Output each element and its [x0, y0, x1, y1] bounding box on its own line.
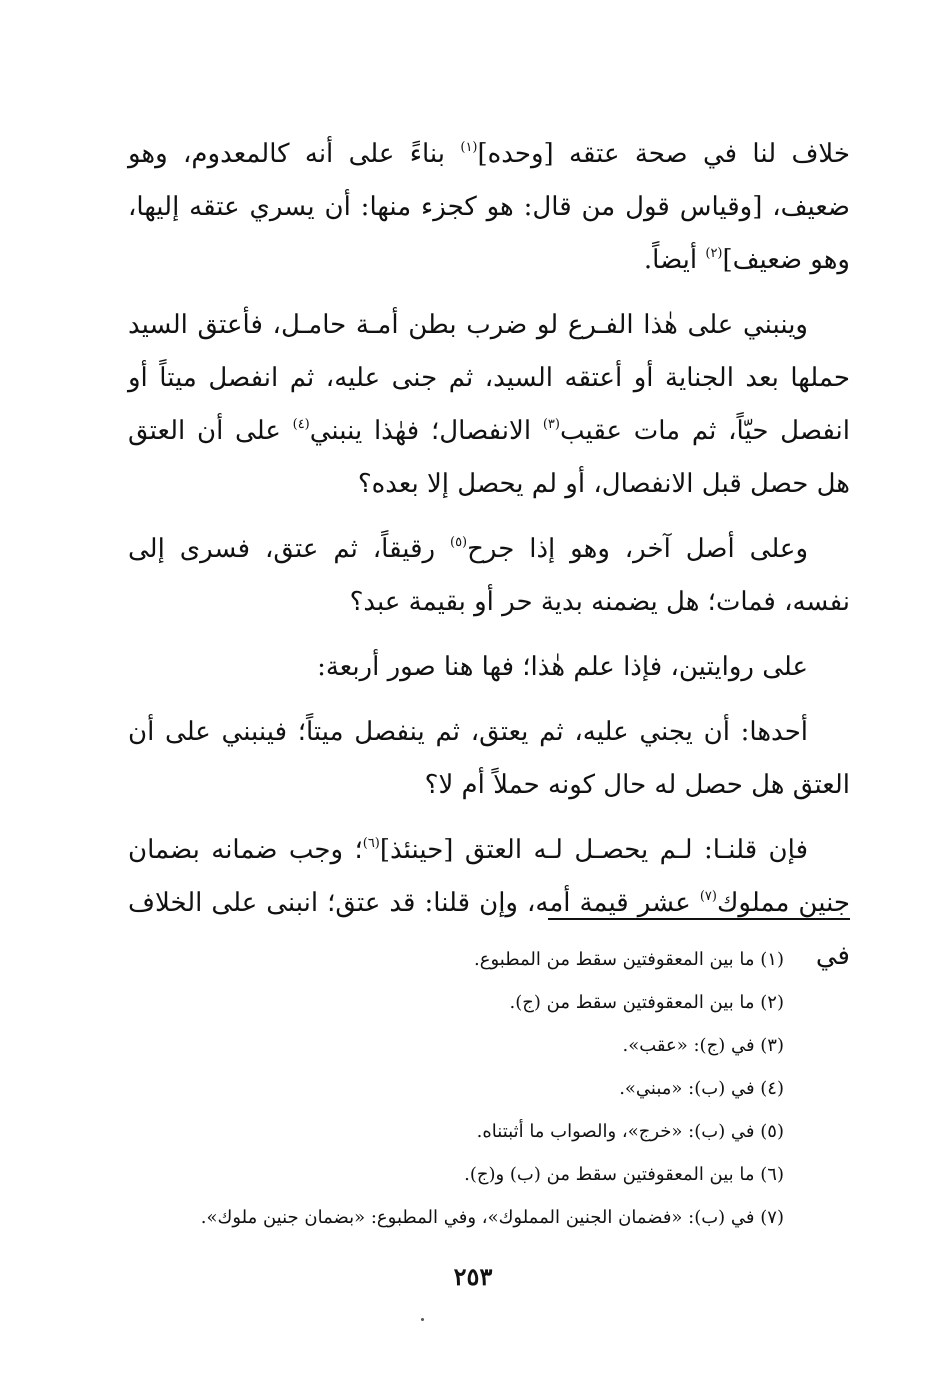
text-run: وعلى أصل آخر، وهو إذا جرح	[467, 534, 808, 564]
text-run: رقيقاً، ثم عتق، فسرى إلى نفسه، فمات؛ هل يضمنه بدية حر أو بقيمة عبد؟	[128, 534, 850, 617]
text-run: وينبني على هٰذا الفـرع لو ضرب بطن أمـة حامـل، فأعتق السيد حملها بعد الجناية أو أعتقه السيد، ثم جنى عليه، ثم انفصل ميتاً أو انفصل حيّاً، ثم مات عقيب	[128, 310, 850, 446]
footnote: (٧) في (ب): «فضمان الجنين المملوك»، وفي المطبوع: «بضمان جنين ملوك».	[200, 1207, 784, 1228]
scan-speck	[421, 1318, 424, 1321]
footnote-marker: (٧)	[699, 889, 717, 904]
footnote-marker: (٢)	[705, 246, 723, 261]
footnote-marker: (٦)	[362, 836, 380, 851]
paragraph	[128, 706, 850, 812]
footnote: (٥) في (ب): «خرج»، والصواب ما أثبتناه.	[476, 1121, 784, 1142]
footnote-marker: (٤)	[292, 417, 310, 432]
paragraph	[128, 641, 850, 694]
text-run: على أن العتق هل حصل قبل الانفصال، أو لم يحصل إلا بعده؟	[128, 416, 850, 499]
paragraph	[128, 523, 850, 629]
text-run: أحدها: أن يجني عليه، ثم يعتق، ثم ينفصل ميتاً؛ فينبني على أن العتق هل حصل له حال كونه حملاً أم لا؟	[128, 717, 850, 800]
text-run: الانفصال؛ فهٰذا ينبني	[309, 416, 543, 446]
main-text	[128, 128, 850, 995]
footnote-marker: (٣)	[542, 417, 560, 432]
footnote: (١) ما بين المعقوفتين سقط من المطبوع.	[474, 949, 784, 970]
footnote: (٦) ما بين المعقوفتين سقط من (ب) و(ج).	[464, 1164, 784, 1185]
footnote: (٤) في (ب): «مبني».	[619, 1078, 784, 1099]
text-run: عشر قيمة أمه، وإن قلنا: قد عتق؛ انبنى على الخلاف في	[128, 888, 850, 971]
paragraph	[128, 128, 850, 287]
page-number: ٢٥٣	[453, 1262, 493, 1291]
text-run: على روايتين، فإذا علم هٰذا؛ فها هنا صور أربعة:	[317, 652, 808, 682]
footnote-marker: (١)	[460, 140, 478, 155]
text-run: بناءً على أنه كالمعدوم، وهو ضعيف، [وقياس قول من قال: هو كجزء منها: أن يسري عتقه إليها، وهو ضعيف]	[128, 139, 850, 275]
text-run: فإن قلنـا: لـم يحصـل لـه العتق [حينئذ]	[379, 835, 808, 865]
footnotes	[128, 938, 784, 1239]
text-run: خلاف لنا في صحة عتقه [وحده]	[477, 139, 850, 169]
text-run: أيضاً.	[643, 245, 706, 275]
footnote-separator	[548, 918, 850, 920]
footnote-marker: (٥)	[449, 535, 468, 550]
text-run: ؛ وجب ضمانه بضمان جنين مملوك	[128, 835, 850, 918]
footnote: (٢) ما بين المعقوفتين سقط من (ج).	[509, 992, 784, 1013]
footnote: (٣) في (ج): «عقب».	[622, 1035, 784, 1056]
paragraph	[128, 299, 850, 511]
